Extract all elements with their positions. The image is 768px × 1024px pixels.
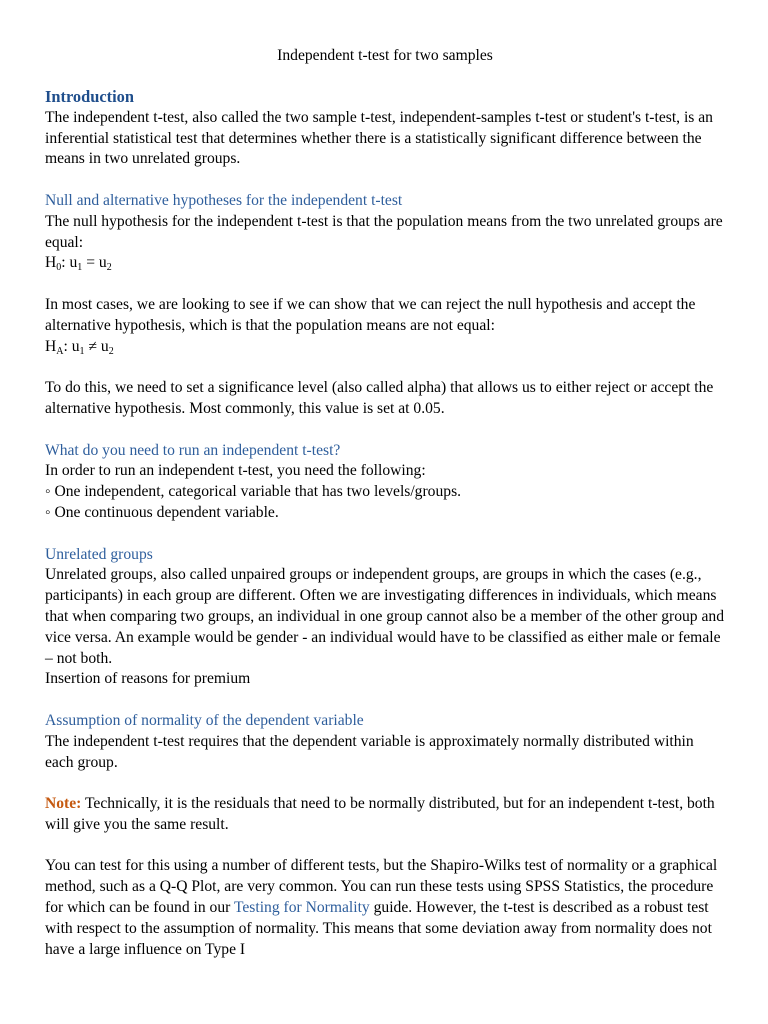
normality-tests-paragraph: You can test for this using a number of different tests, but the Shapiro-Wilks test of normality or a graphical method, such as a Q-Q Plot, are very common. You can run these tests using SPSS Statistics, the procedure for which can be found in our Testing for Normality guide. However, the t-test is described as a robust test with respect to the assumption of normality. This means that some deviation away from normality does not have a large influence on Type I — [45, 857, 718, 958]
requirements-intro: In order to run an independent t-test, you need the following: — [45, 462, 426, 480]
null-hypothesis-text: The null hypothesis for the independent t-test is that the population means from the two unrelated groups are equal: — [45, 212, 723, 251]
document-title: Independent t-test for two samples — [277, 47, 493, 64]
list-item: ◦ One independent, categorical variable that has two levels/groups. — [45, 483, 462, 501]
introduction-section — [45, 87, 725, 170]
unrelated-groups-heading: Unrelated groups — [45, 545, 153, 563]
note-paragraph — [45, 794, 725, 836]
testing-for-normality-link[interactable]: Testing for Normality — [233, 899, 370, 917]
note-label: Note: — [45, 795, 82, 813]
document-page — [45, 46, 725, 960]
alternative-hypothesis-text: In most cases, we are looking to see if we can show that we can reject the null hypothesis and accept the alternative hypothesis, which is that the population means are not equal: — [45, 295, 696, 334]
note-text: Technically, it is the residuals that need to be normally distributed, but for an independent t-test, both will give you the same result. — [45, 795, 715, 833]
unrelated-groups-extra: Insertion of reasons for premium — [45, 670, 251, 688]
introduction-heading: Introduction — [45, 87, 134, 106]
introduction-text: The independent t-test, also called the two sample t-test, independent-samples t-test or student's t-test, is an inferential statistical test that determines whether there is a statistically significant difference between the means in two unrelated groups. — [45, 108, 713, 168]
hypotheses-heading: Null and alternative hypotheses for the independent t-test — [45, 191, 403, 209]
bullet-icon: ◦ — [45, 503, 51, 521]
bullet-icon: ◦ — [45, 483, 51, 501]
alternative-hypothesis-formula: $H_A$: $u_1 \ne u_2$ — [45, 337, 114, 357]
requirements-section — [45, 441, 725, 524]
unrelated-groups-section — [45, 545, 725, 691]
list-item: ◦ One continuous dependent variable. — [45, 503, 279, 521]
hypotheses-section — [45, 191, 725, 420]
requirements-heading: What do you need to run an independent t-test? — [45, 441, 341, 459]
significance-text: To do this, we need to set a significance level (also called alpha) that allows us to either reject or accept the alternative hypothesis. Most commonly, this value is set at 0.05. — [45, 379, 714, 417]
normality-text: The independent t-test requires that the dependent variable is approximately normally distributed within each group. — [45, 732, 694, 771]
normality-heading: Assumption of normality of the dependent variable — [45, 711, 364, 729]
null-hypothesis-formula: $H_0$: $u_1 = u_2$ — [45, 254, 112, 274]
normality-section — [45, 711, 725, 961]
unrelated-groups-text: Unrelated groups, also called unpaired groups or independent groups, are groups in which the cases (e.g., participants) in each group are different. Often we are investigating differences in individuals, which means that when comparing two groups, an individual in one group cannot also be a member of the other group and vice versa. An example would be gender - an individual would have to be classified as either male or female – not both. — [45, 566, 725, 667]
